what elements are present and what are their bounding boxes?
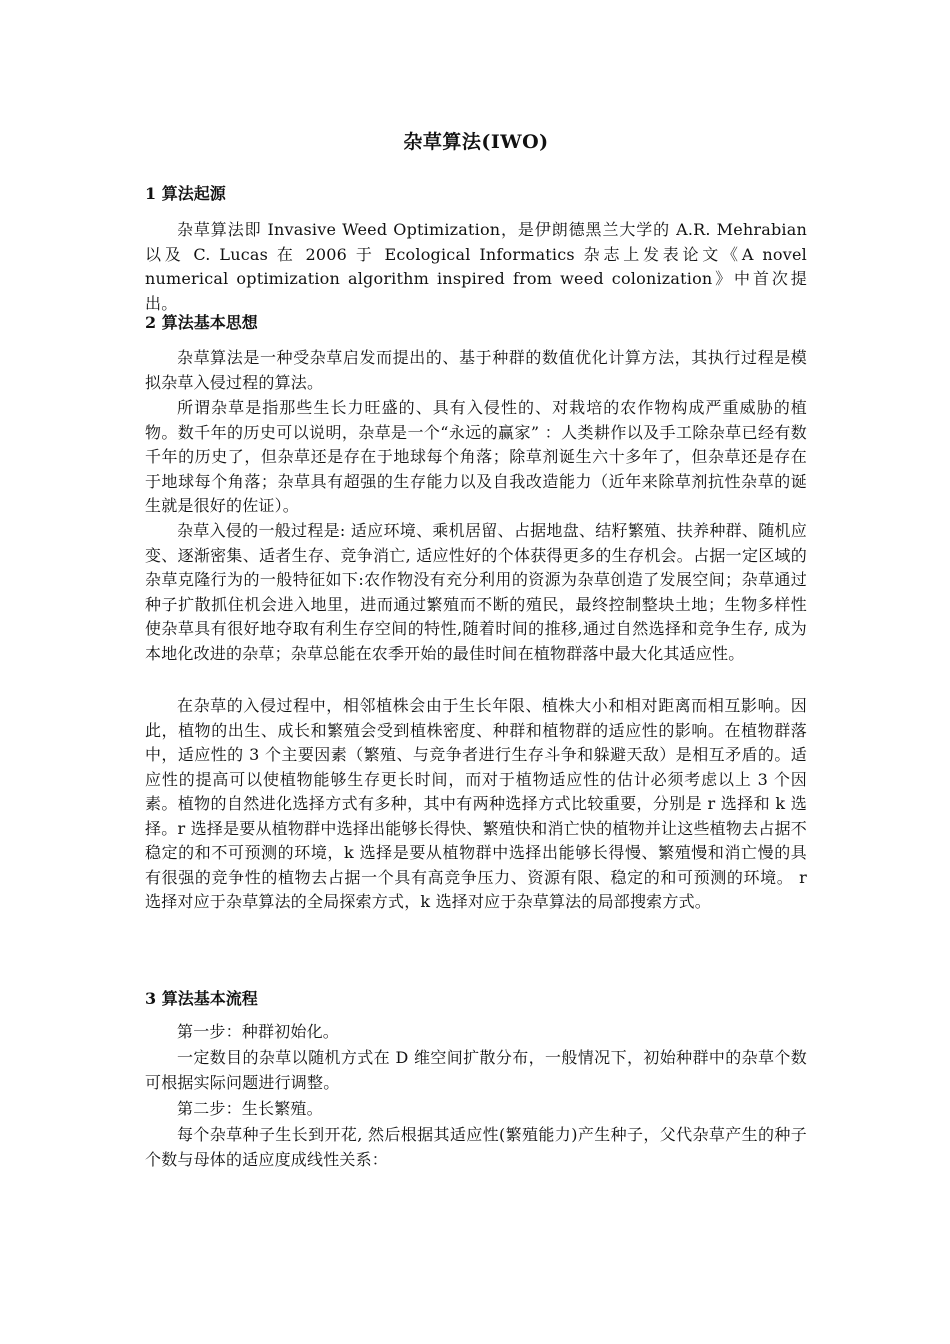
section-3-paragraph-2: 一定数目的杂草以随机方式在 D 维空间扩散分布，一般情况下，初始种群中的杂草个数可根据实际问题进行调整。 [145,1048,807,1092]
section-2-heading: 2 算法基本思想 [145,313,258,332]
section-3-paragraph-4: 每个杂草种子生长到开花, 然后根据其适应性(繁殖能力)产生种子，父代杂草产生的种子个数与母体的适应度成线性关系： [145,1125,807,1169]
doc-title: 杂草算法(IWO) [403,131,549,153]
section-3-step-1: 第一步：种群初始化。 [177,1022,340,1041]
section-2-paragraph-1: 杂草算法是一种受杂草启发而提出的、基于种群的数值优化计算方法，其执行过程是模拟杂草入侵过程的算法。 [145,348,807,392]
section-1-paragraph-1: 杂草算法即 Invasive Weed Optimization，是伊朗德黑兰大学的 A.R. Mehrabian 以及 C. Lucas 在 2006 于 Ecological Informatics 杂志上发表论文《A novel numerical optimization algorithm inspired from weed colonization》中首次提出。 [145,220,807,313]
section-2-paragraph-4: 在杂草的入侵过程中，相邻植株会由于生长年限、植株大小和相对距离而相互影响。因此，植物的出生、成长和繁殖会受到植株密度、种群和植物群的适应性的影响。在植物群落中，适应性的 3 个主要因素（繁殖、与竞争者进行生存斗争和躲避天敌）是相互矛盾的。适应性的提高可以使植物能够生存更长时间，而对于植物适应性的估计必须考虑以上 3 个因素。植物的自然进化选择方式有多种，其中有两种选择方式比较重要，分别是 r 选择和 k 选择。r 选择是要从植物群中选择出能够长得快、繁殖快和消亡快的植物并让这些植物去占据不稳定的和不可预测的环境，k 选择是要从植物群中选择出能够长得慢、繁殖慢和消亡慢的具有很强的竞争性的植物去占据一个具有高竞争压力、资源有限、稳定的和可预测的环境。 r 选择对应于杂草算法的全局探索方式，k 选择对应于杂草算法的局部搜索方式。 [145,696,807,911]
section-1-heading: 1 算法起源 [145,184,226,203]
section-3-heading: 3 算法基本流程 [145,989,258,1008]
section-2-paragraph-3: 杂草入侵的一般过程是: 适应环境、乘机居留、占据地盘、结籽繁殖、扶养种群、随机应变、逐渐密集、适者生存、竞争消亡, 适应性好的个体获得更多的生存机会。占据一定区域的杂草克隆行为的一般特征如下:农作物没有充分利用的资源为杂草创造了发展空间；杂草通过种子扩散抓住机会进入地里，进而通过繁殖而不断的殖民，最终控制整块土地；生物多样性使杂草具有很好地夺取有利生存空间的特性,随着时间的推移,通过自然选择和竞争生存, 成为本地化改进的杂草；杂草总能在农季开始的最佳时间在植物群落中最大化其适应性。 [145,521,807,663]
section-3-step-2: 第二步：生长繁殖。 [177,1099,323,1118]
section-2-paragraph-2: 所谓杂草是指那些生长力旺盛的、具有入侵性的、对栽培的农作物构成严重威胁的植物。数千年的历史可以说明，杂草是一个“永远的赢家” ：人类耕作以及手工除杂草已经有数千年的历史了，但杂草还是存在于地球每个角落；除草剂诞生六十多年了，但杂草还是存在于地球每个角落；杂草具有超强的生存能力以及自我改造能力（近年来除草剂抗性杂草的诞生就是很好的佐证）。 [145,398,807,515]
